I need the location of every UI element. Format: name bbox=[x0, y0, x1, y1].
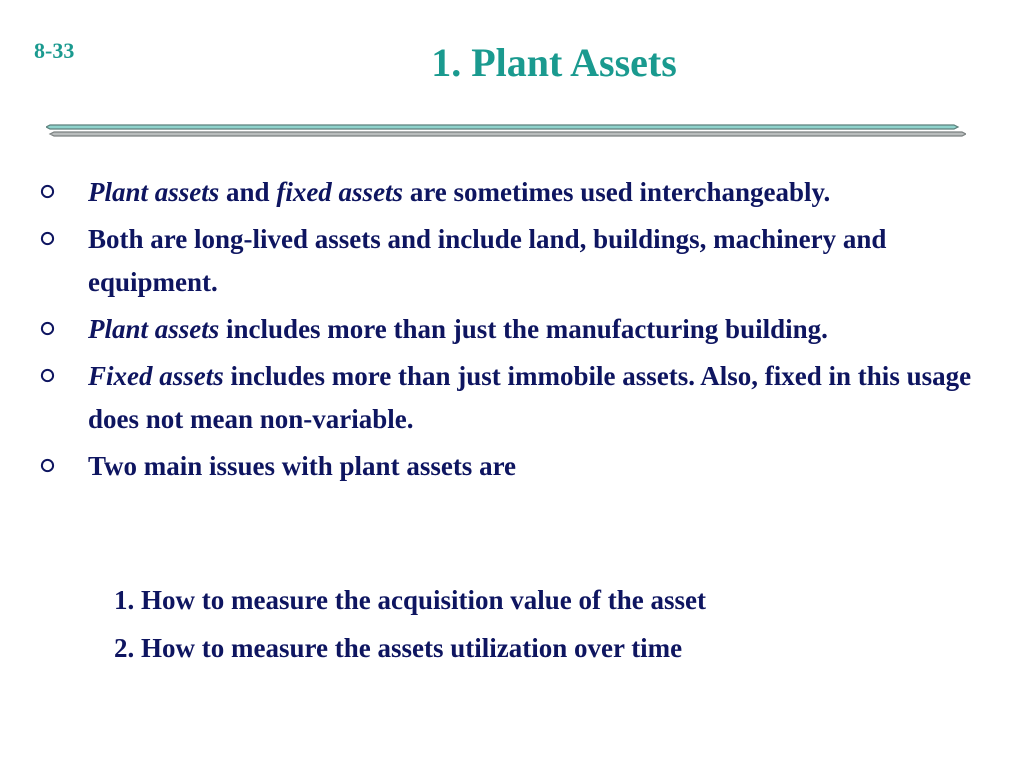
bullet-text: includes more than just the manufacturing building. bbox=[219, 314, 828, 344]
sub-item: 2. How to measure the assets utilization over time bbox=[114, 633, 683, 663]
hollow-circle-bullet-icon bbox=[40, 458, 55, 473]
bullet-term: Plant assets bbox=[88, 314, 220, 344]
bullet-text: Both are long-lived assets and include land, buildings, machinery and equipment. bbox=[88, 224, 887, 297]
bullet-item bbox=[40, 445, 980, 488]
bullet-item bbox=[40, 218, 980, 304]
hollow-circle-bullet-icon bbox=[40, 231, 55, 246]
hollow-circle-bullet-icon bbox=[40, 184, 55, 199]
hollow-circle-bullet-icon bbox=[40, 321, 55, 336]
hollow-circle-bullet-icon bbox=[40, 368, 55, 383]
bullet-text: and bbox=[219, 177, 277, 207]
bullet-term: Fixed assets bbox=[88, 361, 224, 391]
bullet-term: Plant assets bbox=[88, 177, 220, 207]
bullet-text: are sometimes used interchangeably. bbox=[403, 177, 831, 207]
slide-number: 8-33 bbox=[34, 38, 75, 63]
bullet-term: fixed assets bbox=[276, 177, 404, 207]
sub-item: 1. How to measure the acquisition value of the asset bbox=[114, 585, 706, 615]
slide-title: 1. Plant Assets bbox=[431, 40, 677, 85]
bullet-item bbox=[40, 355, 980, 441]
bullet-list bbox=[40, 171, 980, 492]
bullet-text: includes more than just immobile assets. Also, fixed in this usage does not mean non-variable. bbox=[88, 361, 972, 434]
bullet-item bbox=[40, 171, 980, 214]
bullet-text: Two main issues with plant assets are bbox=[88, 451, 517, 481]
bullet-item bbox=[40, 308, 980, 351]
title-divider bbox=[46, 121, 966, 139]
